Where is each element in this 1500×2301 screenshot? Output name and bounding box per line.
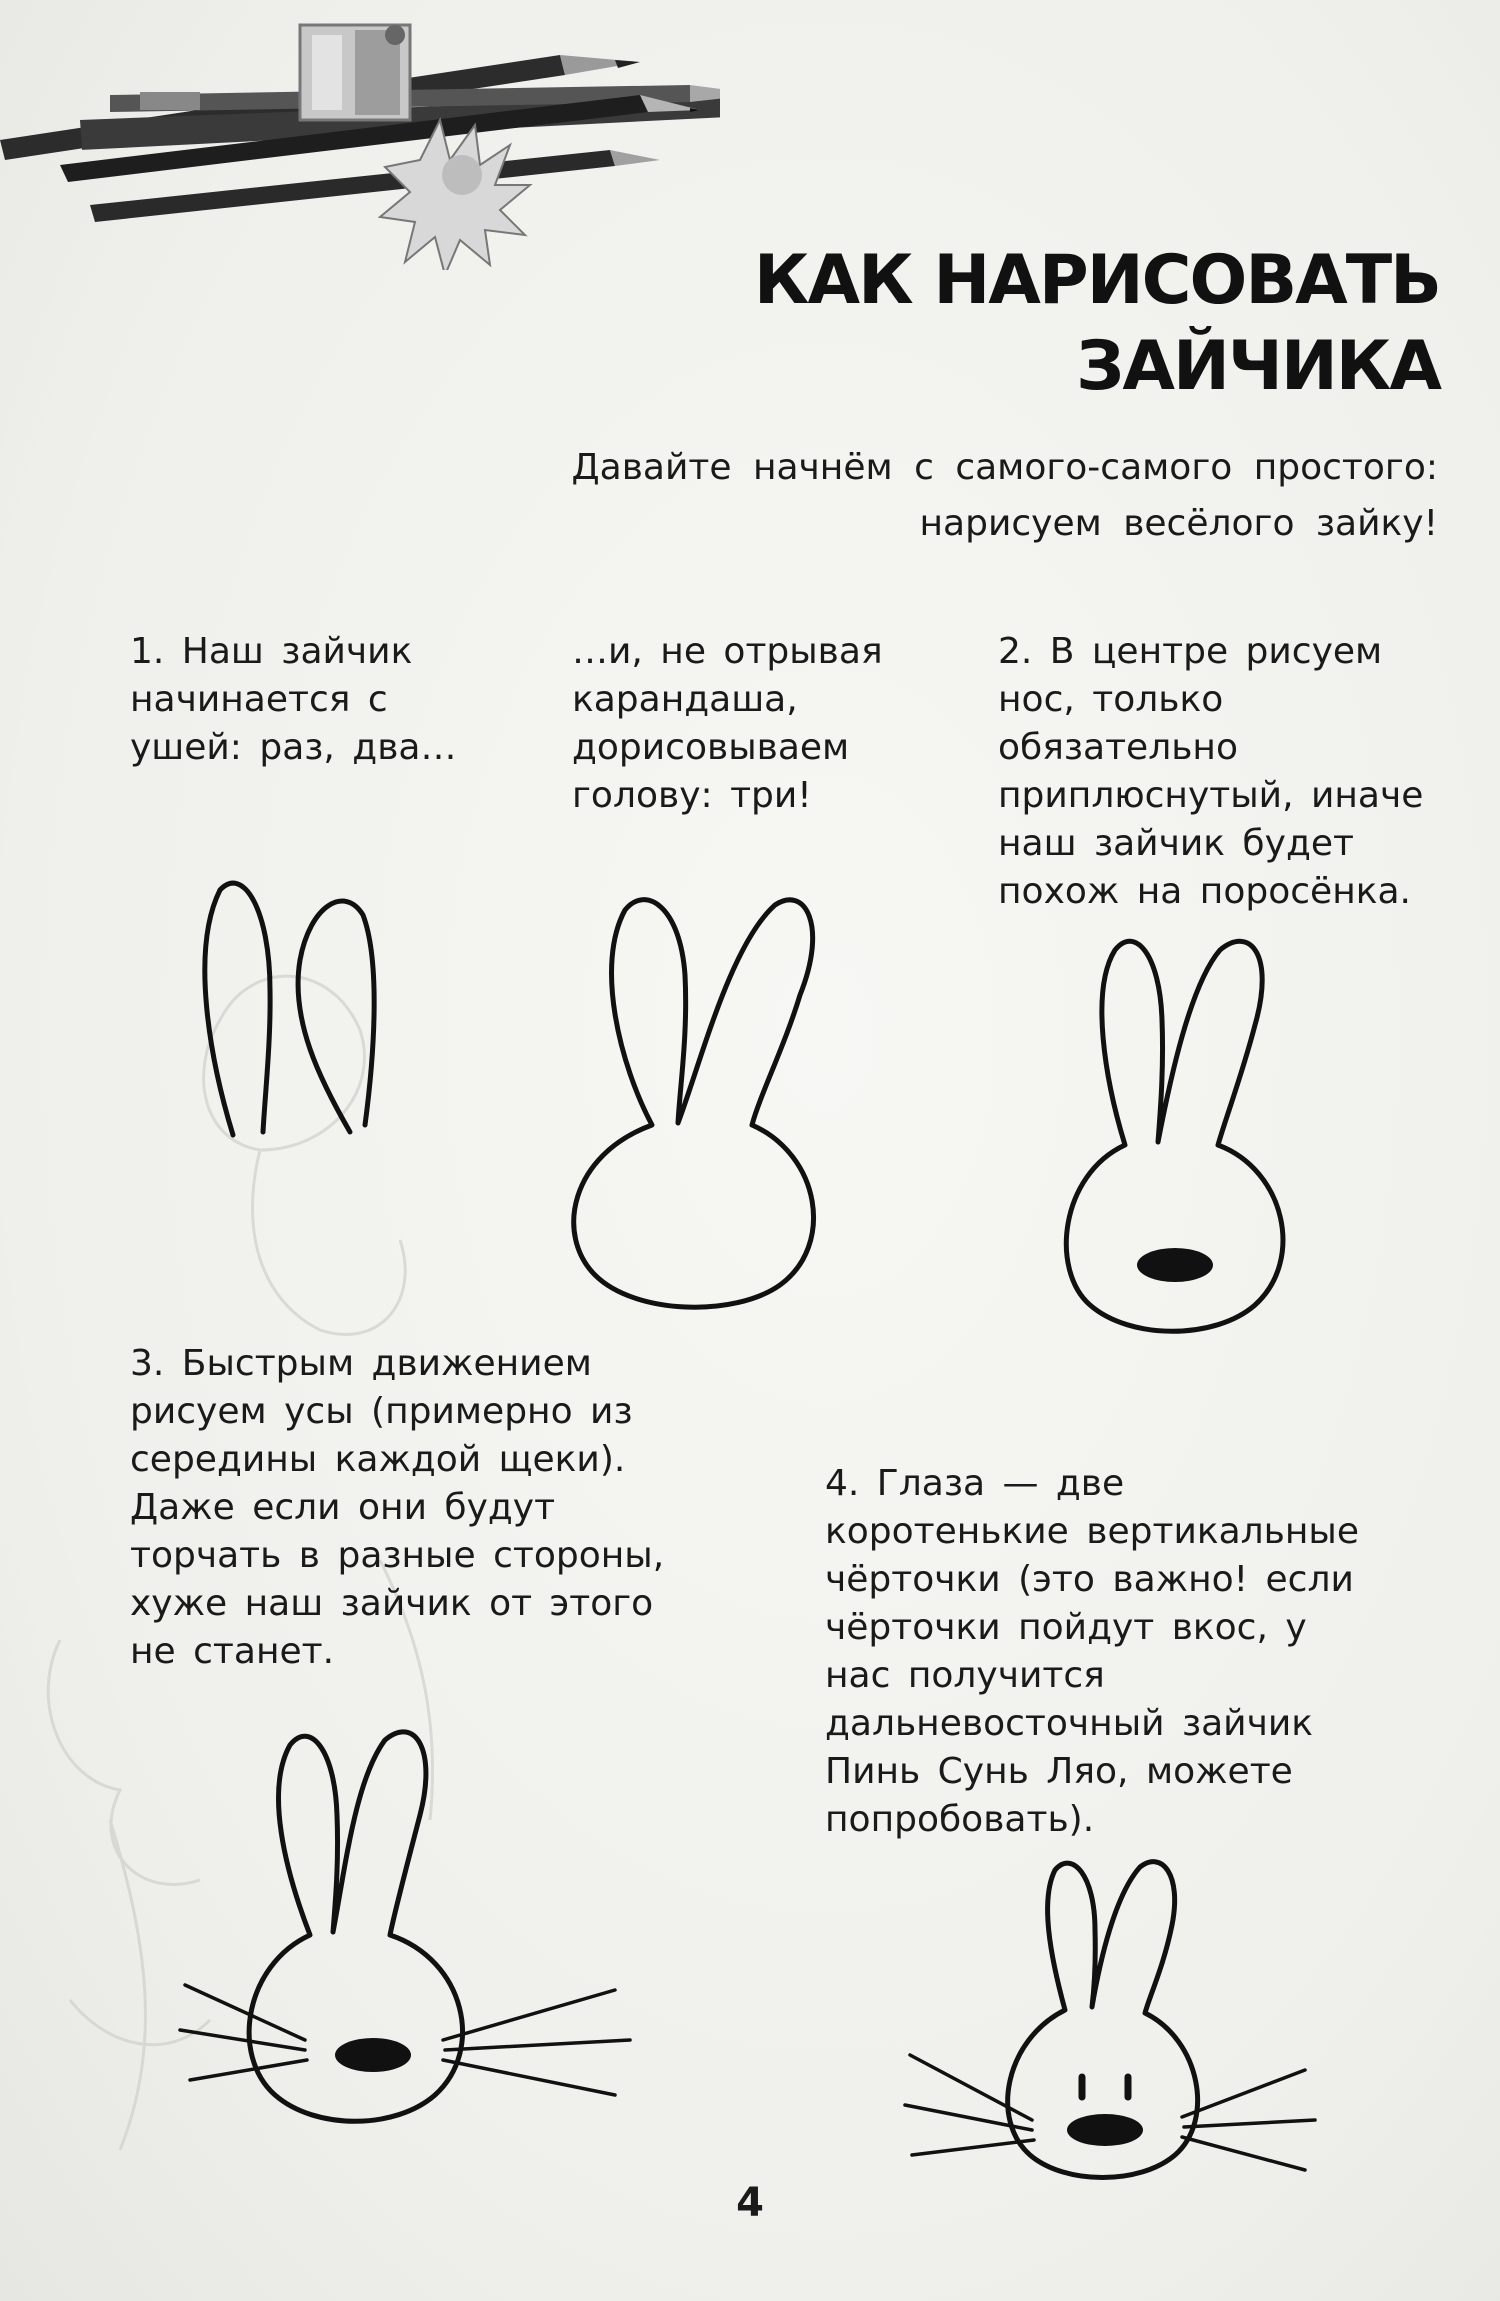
step-2-text: 2. В центре рисуем нос, только обязательно приплюснутый, иначе наш зайчик будет похож на поросёнка. — [998, 631, 1424, 912]
intro-text — [288, 440, 1438, 552]
bunny-with-whiskers-drawing — [175, 1720, 645, 2140]
title-line-1: КАК НАРИСОВАТЬ — [753, 241, 1440, 320]
intro-line-1: Давайте начнём с самого-самого простого: — [571, 447, 1438, 488]
pencils-and-sharpener-photo — [0, 0, 720, 270]
step-1-text: 1. Наш зайчик начинается с ушей: раз, два… — [130, 631, 457, 768]
bunny-with-eyes-drawing — [900, 1855, 1320, 2195]
title-line-2: ЗАЙЧИКА — [1076, 327, 1440, 406]
step-4-text: 4. Глаза — две коротенькие вертикальные чёрточки (это важно! если чёрточки пойдут вкос, у нас получится дальневосточный зайчик Пинь Сунь Ляо, можете попробовать). — [825, 1463, 1359, 1840]
bunny-ears-drawing — [185, 870, 385, 1140]
bunny-with-nose-drawing — [1050, 930, 1310, 1345]
page-title — [754, 238, 1440, 410]
step-1b-text: …и, не отрывая карандаша, дорисовываем голову: три! — [572, 631, 883, 816]
intro-line-2: нарисуем весёлого зайку! — [919, 503, 1438, 544]
step-3-text: 3. Быстрым движением рисуем усы (примерно из середины каждой щеки). Даже если они будут торчать в разные стороны, хуже наш зайчик от этого не станет. — [130, 1343, 665, 1672]
bunny-head-outline-drawing — [560, 885, 860, 1320]
page-number: 4 — [736, 2180, 764, 2226]
